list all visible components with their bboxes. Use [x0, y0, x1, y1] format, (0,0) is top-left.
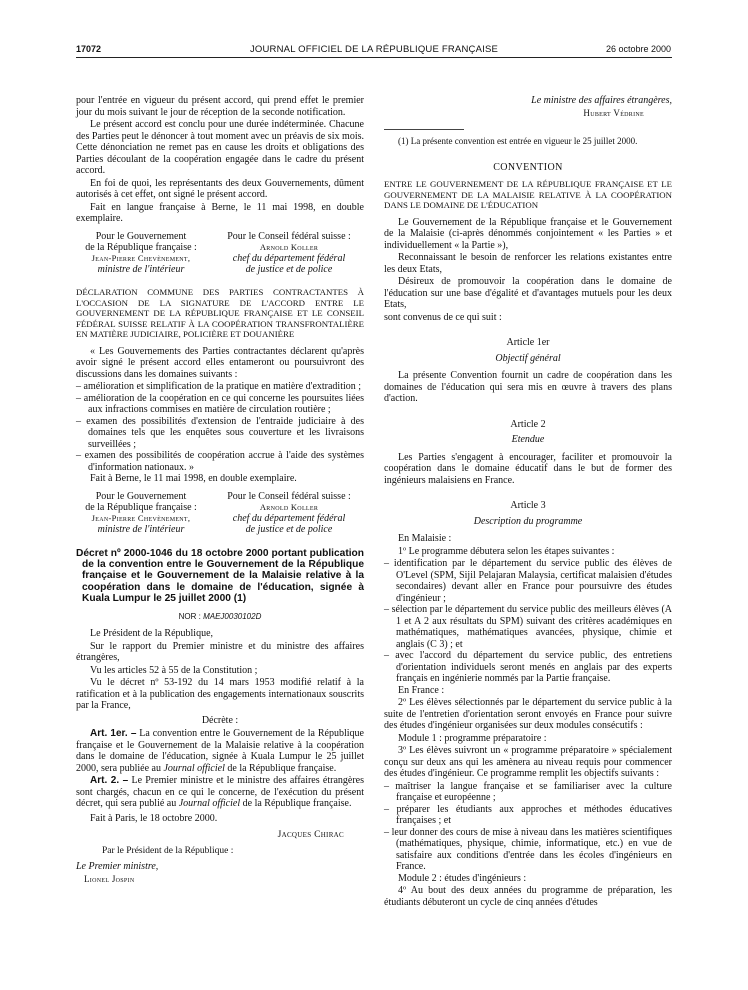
paragraph: Par le Président de la République :	[102, 845, 234, 856]
list-item: – maîtriser la langue française et se familiariser avec la culture française et européenne ;	[384, 780, 672, 803]
paragraph: Le présent accord est conclu pour une durée indéterminée. Chacune des Parties peut le dénoncer à tout moment avec un préavis de six mois. Cette dénonciation ne remet pas en cause les droits et obligations des Parties découlant de la coopération engagée dans le cadre du présent accord.	[76, 119, 364, 176]
signatory-name: Arnold Koller	[259, 241, 319, 252]
signatory-line: de la République française :	[85, 241, 197, 253]
header-rule	[76, 57, 672, 58]
nor-reference	[76, 611, 364, 623]
list-item: – leur donner des cours de mise à niveau dans les matières scientifiques (mathématiques, physique, chimie, informatique, etc.) en vue de satisfaire aux conditions d'entrée dans les écoles d'ingénieurs en France.	[384, 826, 672, 872]
paragraph: Fait en langue française à Berne, le 11 mai 1998, en double exemplaire.	[76, 201, 364, 224]
paragraph: 4º Au bout des deux années du programme de préparation, les étudiants débuteront un cycle de cinq années d'études	[384, 885, 672, 908]
article-heading: Article 3	[510, 500, 546, 511]
footnote-rule	[384, 129, 464, 130]
premier-ministre-label: Le Premier ministre,	[76, 861, 159, 873]
signature-block	[76, 231, 364, 276]
nor-value: MAEJ0030102D	[203, 611, 262, 621]
paragraph: Le Président de la République,	[90, 628, 214, 640]
article-heading: Article 1er	[506, 337, 550, 348]
decree-title: Décret nº 2000-1046 du 18 octobre 2000 portant publication de la convention entre le Gouvernement de la République française et le Gouvernement de la Malaisie relative à la coopération dans le domaine de l'éducation, signée à Kuala Lumpur le 25 juillet 2000 (1)	[76, 547, 364, 605]
article-subtitle: Objectif général	[495, 352, 561, 364]
paragraph: Sur le rapport du Premier ministre et du ministre des affaires étrangères,	[76, 640, 364, 664]
article-1	[76, 728, 364, 774]
paragraph: sont convenus de ce qui suit :	[384, 311, 502, 323]
paragraph: Les Parties s'engagent à encourager, faciliter et promouvoir la coopération dans le domaine éducatif dans le but de former des ingénieurs malaisiens en France.	[384, 451, 672, 486]
article-subtitle: Description du programme	[473, 515, 583, 527]
minister-name: Hubert Védrine	[583, 107, 644, 118]
signatory-line: Pour le Conseil fédéral suisse :	[227, 230, 351, 242]
paragraph: Module 1 : programme préparatoire :	[398, 732, 547, 744]
paragraph: En France :	[398, 684, 445, 696]
article-text: de la République française.	[224, 762, 337, 774]
minister-role: Le ministre des affaires étrangères,	[531, 95, 672, 106]
page-header	[0, 0, 748, 60]
list-item: – avec l'accord du département du service public, des entretiens d'orientation individuels seront menés en anglais par des experts français en ingénierie nommés par la Partie française.	[384, 650, 672, 684]
signatory-role: de justice et de police	[245, 264, 333, 276]
journal-ref: Journal officiel	[178, 798, 241, 810]
signatory-name: Jean-Pierre Chevènement,	[91, 513, 191, 524]
article-label: Art. 1er. –	[90, 728, 137, 740]
paragraph: « Les Gouvernements des Parties contractantes déclarent qu'après avoir signé le présent accord elles entameront ou poursuivront des discussions dans les domaines suivants :	[76, 345, 364, 380]
right-column	[384, 95, 672, 909]
article-2	[76, 775, 364, 810]
list-item: – sélection par le département du service public des meilleurs élèves (A 1 et A 2 aux résultats du SPM) suivant des critères académiques en mathématiques, mathématiques avancées, physique, chimie et anglais (C 3) ; et	[384, 604, 672, 650]
article-heading: Article 2	[510, 418, 546, 430]
signatory-line: Pour le Gouvernement	[95, 490, 187, 502]
list-item: – examen des possibilités de coopération accrue à l'aide des systèmes d'information nationaux. »	[76, 450, 364, 473]
paragraph: 2º Les élèves sélectionnés par le département du service public à la suite de l'entretien d'orientation seront envoyés en France pour suivre des études d'ingénieur organisées sur deux modules consécutifs :	[384, 697, 672, 731]
paragraph: 3º Les élèves suivront un « programme préparatoire » spécialement conçu sur deux ans qui les amènera au niveau requis pour commencer des études d'ingénieur. Ce programme remplit les objectifs suivants :	[384, 745, 672, 779]
list-item: – préparer les étudiants aux approches et méthodes éducatives françaises ; et	[384, 803, 672, 826]
list-item: – identification par le département du service public des élèves de O'Level (SPM, Sijil Pelajaran Malaysia, certificat malaisien d'études secondaires) devant aller en France pour poursuivre des études d'ingénieur ;	[384, 558, 672, 604]
signatory-name: Jean-Pierre Chevènement,	[91, 252, 191, 263]
page-number: 17072	[76, 44, 102, 54]
paragraph: Reconnaissant le besoin de renforcer les relations existantes entre les deux Etats,	[384, 252, 672, 275]
paragraph: La présente Convention fournit un cadre de coopération dans les domaines de l'éducation qui sera mis en œuvre à travers des plans d'action.	[384, 370, 672, 404]
signature-block	[76, 491, 364, 536]
journal-title: JOURNAL OFFICIEL DE LA RÉPUBLIQUE FRANÇAISE	[249, 44, 499, 55]
convention-title: CONVENTION	[493, 161, 563, 173]
signatory-role: ministre de l'intérieur	[97, 264, 185, 276]
signatory-line: de la République française :	[85, 502, 197, 514]
declaration-title: DÉCLARATION COMMUNE DES PARTIES CONTRACTANTES À L'OCCASION DE LA SIGNATURE DE L'ACCORD ENTRE LE GOUVERNEMENT DE LA RÉPUBLIQUE FRANÇAISE ET LE CONSEIL FÉDÉRAL SUISSE RELATIF À LA COOPÉRATION TRANSFRONTALIÈRE EN MATIÈRE JUDICIAIRE, POLICIÈRE ET DOUANIÈRE	[76, 287, 364, 340]
journal-ref: Journal officiel	[163, 762, 225, 774]
paragraph: En foi de quoi, les représentants des deux Gouvernements, dûment autorisés à cet effet, ont signé le présent accord.	[76, 177, 364, 200]
list-item: – amélioration et simplification de la pratique en matière d'extradition ;	[76, 381, 362, 393]
paragraph: Fait à Berne, le 11 mai 1998, en double exemplaire.	[90, 473, 297, 485]
article-text: La convention entre le Gouvernement de la République française et le Gouvernement de la Malaisie relative à la coopération dans le domaine de l'éducation, signée à Kuala Lumpur le 25 juillet 2000, sera publiée au	[76, 728, 364, 774]
signatory-role: chef du département fédéral	[232, 513, 346, 525]
signature-jospin: Lionel Jospin	[84, 873, 135, 884]
list-item: – examen des possibilités d'extension de l'entraide judiciaire à des domaines tels que les enquêtes sous couverture et les livraisons surveillées ;	[76, 415, 364, 450]
article-label: Art. 2. –	[90, 775, 129, 787]
paragraph: Module 2 : études d'ingénieurs :	[398, 872, 527, 884]
article-text: Le Premier ministre et le ministre des affaires étrangères sont chargés, chacun en ce qui le concerne, de l'exécution du présent décret, qui sera publié au	[76, 775, 364, 810]
nor-label: NOR :	[178, 611, 201, 621]
left-column	[76, 95, 364, 886]
paragraph: pour l'entrée en vigueur du présent accord, qui prend effet le premier jour du mois suivant le jour de réception de la seconde notification.	[76, 95, 364, 118]
article-text: de la République française.	[240, 798, 352, 810]
signatory-role: de justice et de police	[245, 524, 333, 536]
article-subtitle: Etendue	[511, 434, 545, 445]
paragraph: Le Gouvernement de la République française et le Gouvernement de la Malaisie (ci-après dénommés conjointement « les Parties » et individuellement « la Partie »),	[384, 216, 672, 251]
signatory-role: ministre de l'intérieur	[97, 524, 185, 536]
paragraph: Vu les articles 52 à 55 de la Constitution ;	[90, 664, 258, 676]
signatory-line: Pour le Gouvernement	[95, 230, 187, 242]
paragraph: Fait à Paris, le 18 octobre 2000.	[90, 812, 218, 824]
signatory-role: chef du département fédéral	[232, 252, 346, 264]
signature-chirac: Jacques Chirac	[277, 830, 344, 841]
footnote: (1) La présente convention est entrée en vigueur le 25 juillet 2000.	[398, 136, 638, 146]
paragraph: En Malaisie :	[398, 533, 452, 544]
signatory-name: Arnold Koller	[259, 502, 319, 513]
paragraph: 1º Le programme débutera selon les étapes suivantes :	[398, 545, 615, 557]
convention-subtitle: ENTRE LE GOUVERNEMENT DE LA RÉPUBLIQUE FRANÇAISE ET LE GOUVERNEMENT DE LA MALAISIE RELATIVE À LA COOPÉRATION DANS LE DOMAINE DE L'ÉDUCATION	[384, 179, 672, 210]
list-item: – amélioration de la coopération en ce qui concerne les poursuites liées aux infractions commises en matière de circulation routière ;	[76, 392, 364, 416]
issue-date: 26 octobre 2000	[605, 44, 671, 54]
paragraph: Désireux de promouvoir la coopération dans le domaine de l'éducation sur une base d'égalité et d'avantages mutuels pour les deux Etats,	[384, 276, 672, 310]
decrete-label: Décrète :	[201, 714, 239, 726]
paragraph: Vu le décret nº 53-192 du 14 mars 1953 modifié relatif à la ratification et à la publication des engagements internationaux souscrits par la France,	[76, 677, 364, 712]
signatory-line: Pour le Conseil fédéral suisse :	[227, 490, 351, 502]
